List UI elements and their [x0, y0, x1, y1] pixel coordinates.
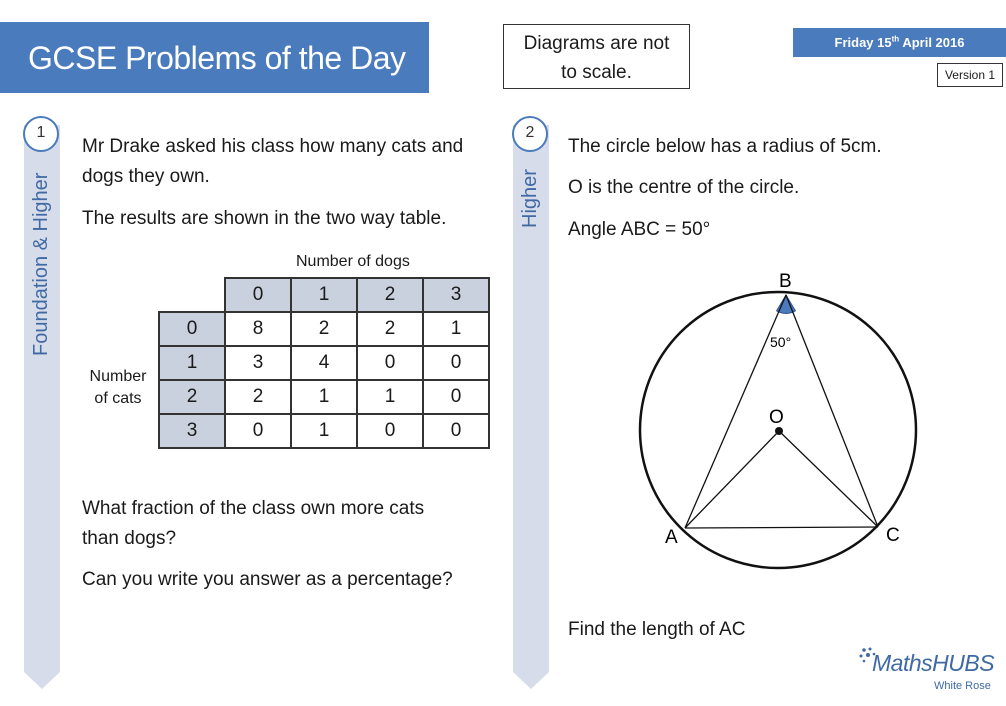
q1-intro-line-2: dogs they own. [82, 166, 210, 187]
table-cell: 1 [357, 380, 423, 414]
table-cell: 0 [423, 346, 489, 380]
table-cell: 0 [423, 414, 489, 448]
logo-main-text: MathsHUBS [872, 650, 995, 676]
q1-question-line-1: What fraction of the class own more cats [82, 498, 425, 519]
table-row [159, 312, 489, 346]
date-day: Friday 15 [834, 35, 892, 50]
chord-bc [786, 295, 878, 527]
table-cell: 1 [291, 414, 357, 448]
page-title: GCSE Problems of the Day [28, 40, 406, 76]
q1-tier-label: Foundation & Higher [30, 172, 52, 356]
table-cell: 2 [291, 312, 357, 346]
table-cell: 4 [291, 346, 357, 380]
centre-point [775, 427, 783, 435]
two-way-table [158, 277, 490, 449]
logo-sub-text: White Rose [934, 680, 991, 692]
q2-number-badge: 2 [512, 116, 548, 152]
dogs-col-header: 3 [423, 278, 489, 312]
chord-ac [685, 527, 878, 528]
table-cell: 8 [225, 312, 291, 346]
notice-line-2: to scale. [561, 62, 632, 83]
date-banner [793, 28, 1006, 57]
cats-row-header: 1 [159, 346, 225, 380]
table-cell: 2 [357, 312, 423, 346]
table-cell: 0 [357, 414, 423, 448]
table-cell: 2 [225, 380, 291, 414]
dogs-col-header: 0 [225, 278, 291, 312]
label-o: O [769, 407, 784, 428]
table-header-row [159, 278, 489, 312]
q2-intro-line-3: Angle ABC = 50° [568, 219, 711, 240]
dogs-col-header: 2 [357, 278, 423, 312]
q2-question: Find the length of AC [568, 619, 746, 640]
q2-tier-label: Higher [519, 169, 541, 228]
q2-intro-line-2: O is the centre of the circle. [568, 177, 800, 198]
q1-intro-line-3: The results are shown in the two way table. [82, 208, 447, 229]
q1-number-badge: 1 [23, 116, 59, 152]
q1-question-line-3: Can you write you answer as a percentage? [82, 569, 453, 590]
q1-question-line-2: than dogs? [82, 528, 177, 549]
radius-oc [779, 431, 878, 527]
table-cell: 0 [423, 380, 489, 414]
cats-row-header: 3 [159, 414, 225, 448]
q2-intro-line-1: The circle below has a radius of 5cm. [568, 136, 882, 157]
date-rest: April 2016 [902, 35, 965, 50]
maths-hubs-logo [858, 644, 998, 696]
table-corner [159, 278, 225, 312]
table-col-title: Number of dogs [296, 253, 410, 270]
table-row [159, 414, 489, 448]
table-cell: 3 [225, 346, 291, 380]
table-cell: 1 [291, 380, 357, 414]
label-b: B [779, 271, 792, 292]
version-badge: Version 1 [937, 63, 1003, 87]
row-title-line-1: Number [89, 368, 147, 385]
table-row [159, 346, 489, 380]
cats-row-header: 0 [159, 312, 225, 346]
table-row [159, 380, 489, 414]
scale-notice [503, 24, 690, 89]
row-title-line-2: of cats [94, 390, 142, 407]
cats-row-header: 2 [159, 380, 225, 414]
circle-diagram [630, 265, 930, 575]
date-suffix: th [891, 34, 900, 44]
dogs-col-header: 1 [291, 278, 357, 312]
table-cell: 0 [357, 346, 423, 380]
notice-line-1: Diagrams are not [523, 33, 670, 54]
table-row-title [86, 366, 150, 410]
angle-label: 50° [770, 334, 792, 350]
table-cell: 1 [423, 312, 489, 346]
q1-intro-line-1: Mr Drake asked his class how many cats and [82, 136, 464, 157]
label-a: A [665, 527, 678, 548]
table-cell: 0 [225, 414, 291, 448]
label-c: C [886, 525, 900, 546]
radius-oa [685, 431, 779, 528]
